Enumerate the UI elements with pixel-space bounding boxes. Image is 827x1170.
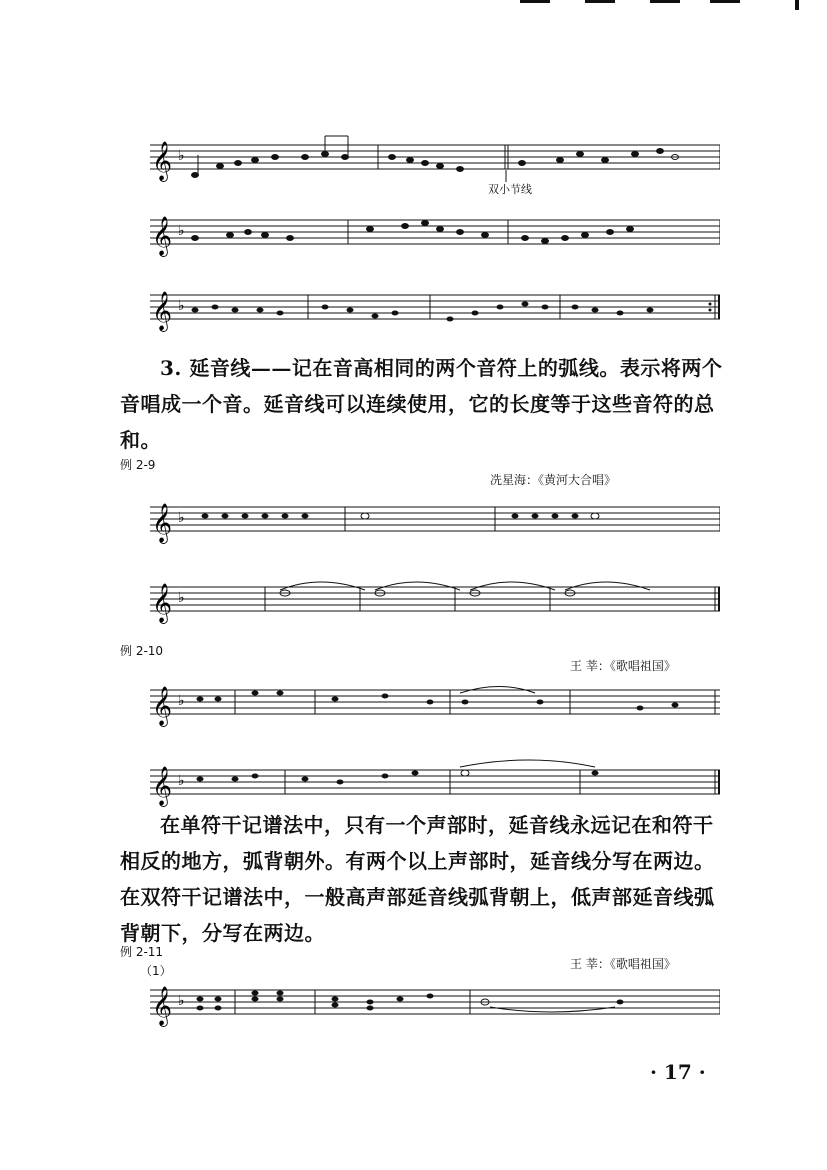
- music-staff-ex-2-10-b: [130, 755, 720, 815]
- example-2-10-label: 例 2-10: [120, 644, 164, 658]
- svg-text:𝄞: 𝄞: [152, 216, 173, 256]
- music-staff-ex-2-9-b: [130, 572, 720, 632]
- music-staff-ex-2-11: [130, 975, 720, 1035]
- svg-text:♭: ♭: [178, 693, 185, 709]
- svg-text:𝄞: 𝄞: [152, 291, 173, 331]
- music-staff-ex-2-10-a: [130, 675, 720, 735]
- svg-text:𝄞: 𝄞: [152, 583, 173, 623]
- top-edge-mark: [520, 0, 550, 3]
- music-staff-1: [130, 130, 720, 190]
- music-staff-2: [130, 205, 720, 265]
- svg-text:♭: ♭: [178, 510, 185, 526]
- annotation-double-bar: 双小节线: [488, 183, 532, 196]
- section-3-paragraph: 3. 延音线——记在音高相同的两个音符上的弧线。表示将两个音唱成一个音。延音线可以连续使用，它的长度等于这些音符的总和。: [120, 356, 723, 452]
- example-2-10-credit: 王 莘：《歌唱祖国》: [570, 659, 676, 673]
- example-2-9-credit: 冼星海：《黄河大合唱》: [490, 473, 617, 487]
- svg-text:♭: ♭: [178, 148, 185, 164]
- music-staff-ex-2-9-a: [130, 492, 720, 552]
- example-2-11-part: （1）: [140, 964, 172, 978]
- music-staff-3: [130, 280, 720, 340]
- svg-text:𝄞: 𝄞: [152, 141, 173, 181]
- example-2-9-label: 例 2-9: [120, 458, 156, 472]
- svg-text:♭: ♭: [178, 590, 185, 606]
- svg-text:♭: ♭: [178, 993, 185, 1009]
- svg-text:♭: ♭: [178, 298, 185, 314]
- svg-text:𝄞: 𝄞: [152, 686, 173, 726]
- svg-text:𝄞: 𝄞: [152, 986, 173, 1026]
- top-edge-mark: [710, 0, 740, 3]
- top-edge-mark: [795, 0, 799, 10]
- svg-text:♭: ♭: [178, 773, 185, 789]
- example-2-11-credit: 王 莘：《歌唱祖国》: [570, 957, 676, 971]
- svg-text:𝄞: 𝄞: [152, 503, 173, 543]
- body-paragraph: 在单符干记谱法中，只有一个声部时，延音线永远记在和符干相反的地方，弧背朝外。有两个以上声部时，延音线分写在两边。在双符干记谱法中，一般高声部延音线弧背朝上，低声部延音线弧背朝下，分写在两边。: [120, 813, 715, 945]
- top-edge-mark: [650, 0, 680, 3]
- svg-text:𝄞: 𝄞: [152, 766, 173, 806]
- example-2-11-label: 例 2-11: [120, 945, 164, 959]
- svg-text:♭: ♭: [178, 223, 185, 239]
- top-edge-mark: [585, 0, 615, 3]
- page-number: · 17 ·: [650, 1060, 706, 1084]
